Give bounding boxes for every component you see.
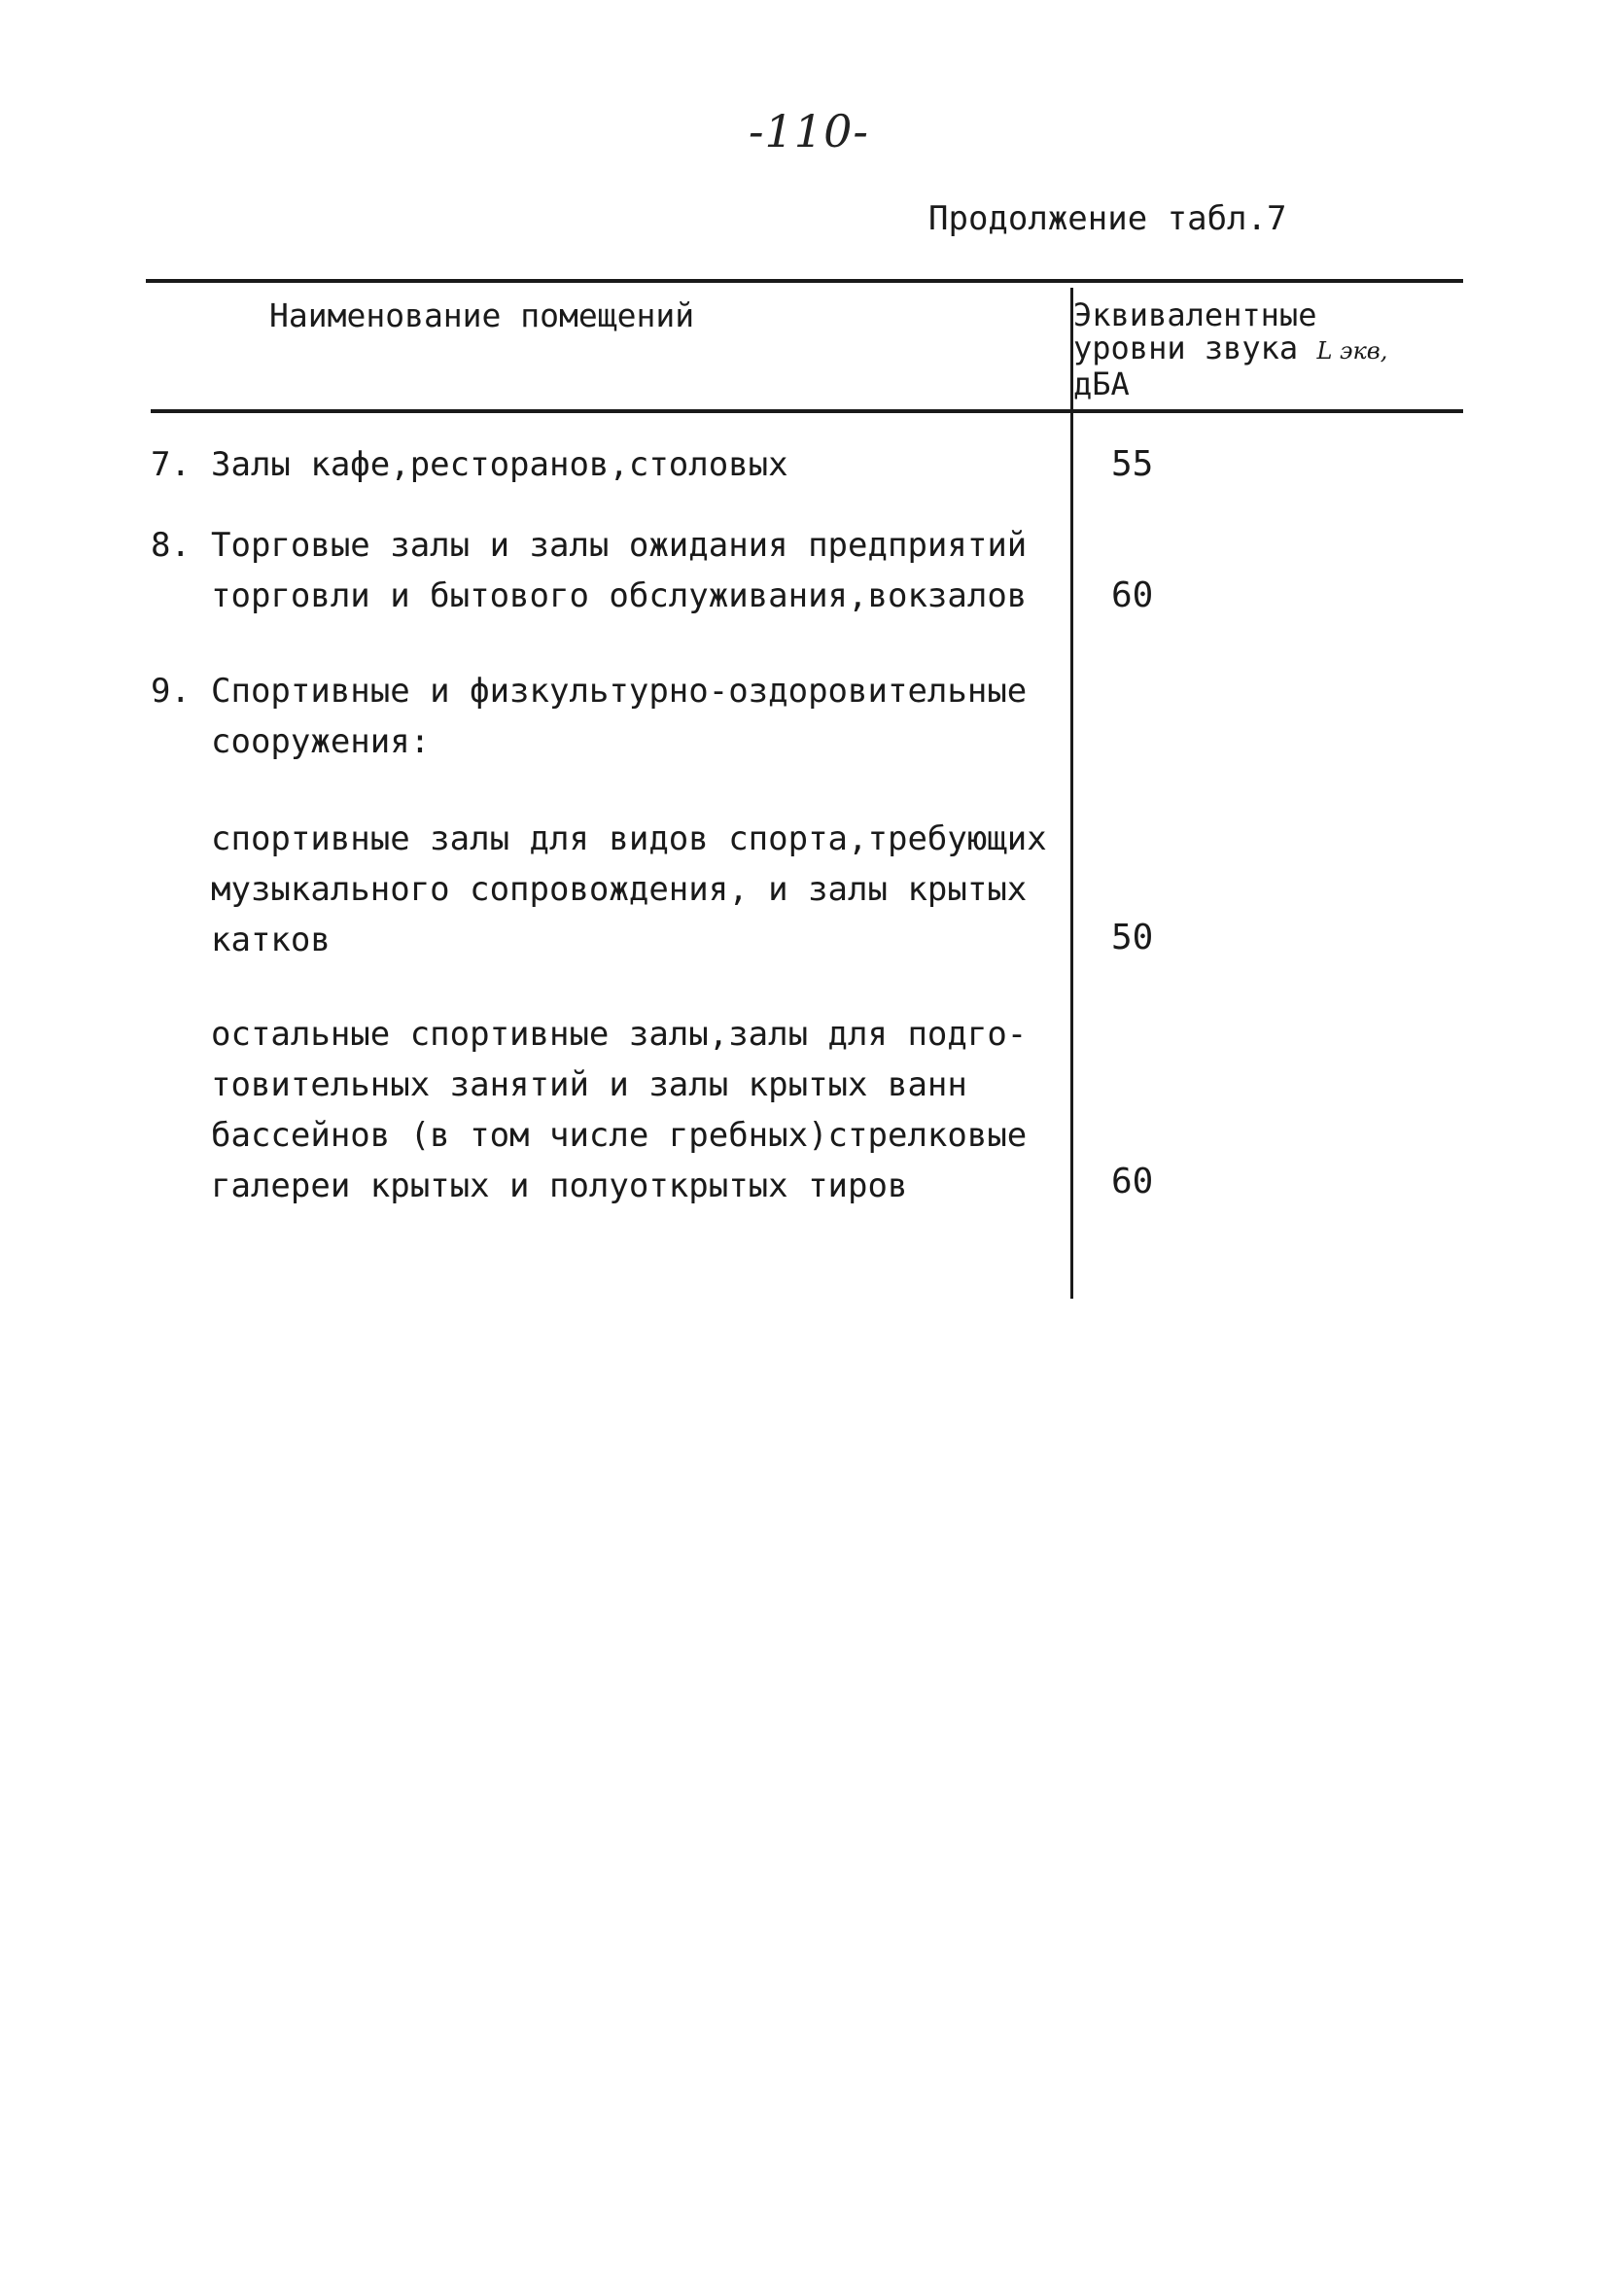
row-text (211, 666, 1027, 767)
row-value: 60 (1111, 1162, 1154, 1201)
row-text-line: торговли и бытового обслуживания,вокзалов (211, 576, 1028, 615)
row-text (211, 520, 1027, 621)
row-text-line: Залы кафе,ресторанов,столовых (211, 445, 788, 484)
table-top-rule (146, 279, 1463, 283)
row-number: 7. (151, 445, 191, 484)
row-text-line: Спортивные и физкультурно-оздоровительные (211, 672, 1028, 711)
row-number: 9. (151, 672, 191, 711)
header-sound-level-symbol: L экв, (1316, 337, 1388, 365)
row-text-line: галереи крытых и полуоткрытых тиров (211, 1166, 908, 1205)
table-header-rule (151, 409, 1463, 413)
row-value: 55 (1111, 444, 1154, 484)
row-number: 8. (151, 526, 191, 565)
row-value: 50 (1111, 918, 1154, 957)
row-text-line: катков (211, 921, 331, 959)
header-sound-level (1073, 298, 1387, 400)
row-text (211, 439, 788, 490)
row-text-line: товительных занятий и залы крытых ванн (211, 1065, 967, 1104)
header-sound-level-unit: дБА (1073, 365, 1130, 402)
row-text (211, 1009, 1027, 1211)
page-number: -110- (749, 105, 869, 157)
table-continuation-label: Продолжение табл.7 (928, 199, 1287, 238)
header-sound-level-line2 (1073, 331, 1387, 367)
row-text-line: бассейнов (в том числе гребных)стрелковые (211, 1116, 1028, 1155)
row-text-line: сооружения: (211, 722, 431, 761)
row-text-line: спортивные залы для видов спорта,требующих (211, 819, 1047, 858)
row-text (211, 814, 1047, 965)
row-text-line: остальные спортивные залы,залы для подго- (211, 1015, 1028, 1054)
header-room-name: Наименование помещений (269, 296, 695, 334)
header-sound-level-line2-text: уровни звука (1073, 330, 1299, 366)
row-text-line: Торговые залы и залы ожидания предприятий (211, 526, 1028, 565)
row-text-line: музыкального сопровождения, и залы крытых (211, 870, 1028, 909)
header-sound-level-line1: Эквивалентные (1073, 296, 1317, 333)
row-value: 60 (1111, 575, 1154, 615)
table-column-divider (1070, 288, 1073, 1299)
